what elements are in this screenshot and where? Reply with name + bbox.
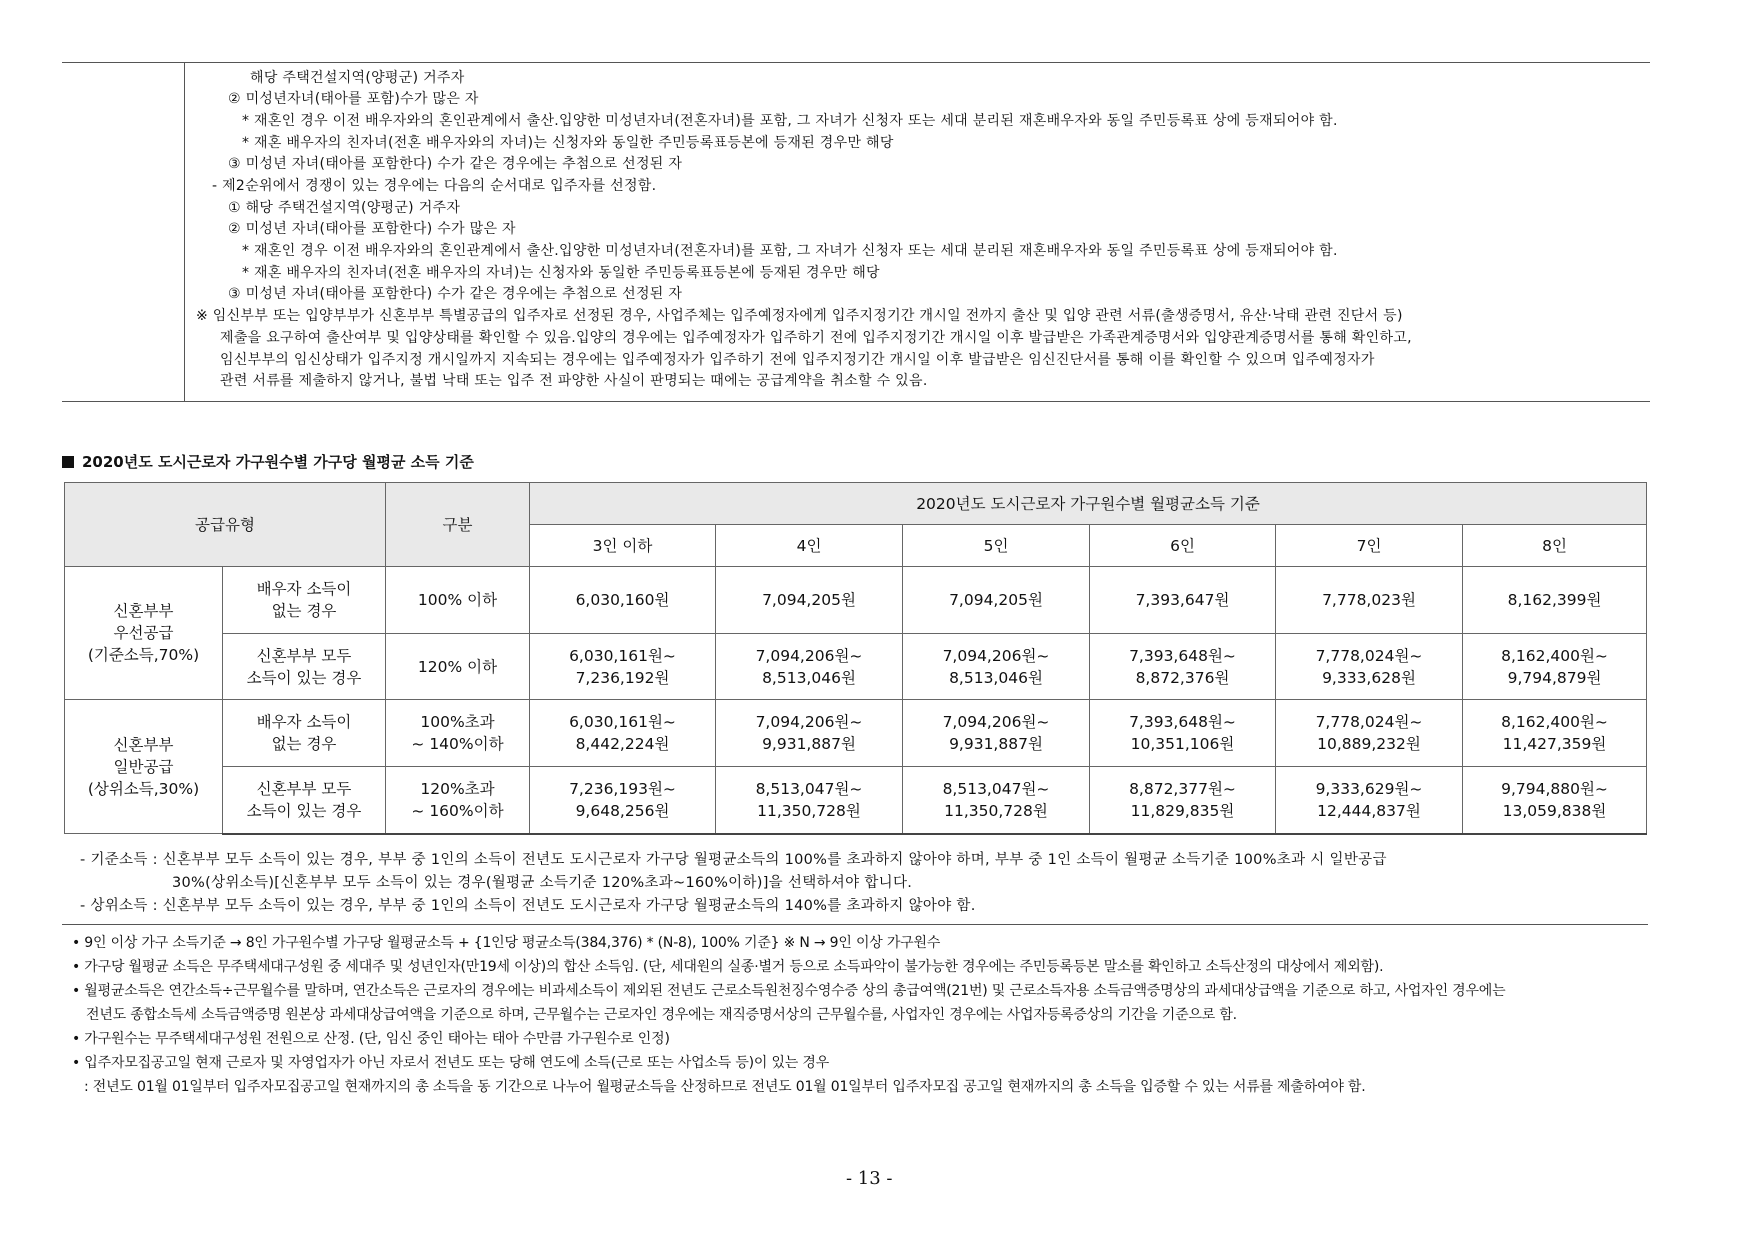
value-line: 7,778,023원 [1322, 591, 1416, 609]
table-row [65, 634, 1647, 700]
value-line: 10,351,106원 [1130, 735, 1235, 753]
case-label [223, 567, 386, 634]
group-label-line: 신혼부부 [113, 602, 174, 620]
value-line: 11,350,728원 [944, 801, 1048, 820]
header-household-size: 3인 이하 [530, 525, 716, 567]
value-line: 9,333,628원 [1322, 668, 1416, 687]
case-label-line: 없는 경우 [271, 735, 337, 753]
note-item: • 9인 이상 가구 소득기준 → 8인 가구원수별 가구당 월평균소득 + {1인당 평균소득(384,376) * (N-8), 100% 기준} ※ N → 9인 이상 가구원수 [72, 935, 941, 951]
ratio-cell [386, 634, 530, 700]
value-cell [530, 634, 716, 700]
header-category: 구분 [386, 483, 530, 567]
value-line: 7,393,647원 [1135, 591, 1230, 609]
note-line: ③ 미성년 자녀(태아를 포함한다) 수가 같은 경우에는 추첨으로 선정된 자 [228, 156, 683, 172]
value-cell [716, 767, 903, 834]
value-line: 7,778,024원~ [1315, 713, 1423, 731]
note-line: * 재혼인 경우 이전 배우자와의 혼인관계에서 출산.입양한 미성년자녀(전혼자녀)를 포함, 그 자녀가 신청자 또는 세대 분리된 재혼배우자와 동일 주민등록표 상에 등재되어야 함. [242, 243, 1338, 259]
income-standard-table [64, 482, 1647, 835]
note-line: 임신부부의 임신상태가 입주지정 개시일까지 지속되는 경우에는 입주예정자가 입주하기 전에 입주지정기간 개시일 이후 발급받은 임신진단서를 통해 이를 확인할 수 있으며 입주예정자가 [220, 352, 1375, 368]
value-line: 9,931,887원 [949, 735, 1043, 753]
value-cell [1463, 767, 1647, 834]
header-income-standard: 2020년도 도시근로자 가구원수별 월평균소득 기준 [530, 483, 1647, 525]
value-line: 8,162,399원 [1507, 591, 1602, 609]
header-supply-type: 공급유형 [65, 483, 386, 567]
section-title: 2020년도 도시근로자 가구원수별 가구당 월평균 소득 기준 [82, 453, 474, 471]
value-cell [530, 700, 716, 767]
case-label-line: 소득이 있는 경우 [246, 801, 362, 820]
value-line: 9,931,887원 [762, 735, 856, 753]
value-cell [716, 634, 903, 700]
note-item: • 월평균소득은 연간소득÷근무월수를 말하며, 연간소득은 근로자의 경우에는 비과세소득이 제외된 전년도 근로소득원천징수영수증 상의 총급여액(21번) 및 근로소득자용 소득금액증명상의 과세대상급액을 기준으로 하고, 사업자인 경우에는 [72, 983, 1506, 999]
case-label-line: 신혼부부 모두 [256, 646, 352, 665]
value-cell [1463, 634, 1647, 700]
ratio-line: ~ 140%이하 [411, 735, 504, 753]
note-line: 해당 주택건설지역(양평군) 거주자 [250, 70, 465, 86]
value-line: 8,513,047원~ [755, 779, 863, 798]
ratio-line: 100%초과 [420, 713, 495, 731]
value-line: 12,444,837원 [1317, 801, 1421, 820]
ratio-line: 120% 이하 [417, 657, 498, 676]
value-line: 7,778,024원~ [1315, 646, 1423, 665]
value-line: 8,872,377원~ [1129, 779, 1236, 798]
value-cell [1276, 634, 1463, 700]
value-cell [1276, 767, 1463, 834]
ratio-line: 120%초과 [420, 779, 495, 798]
note-item: • 가구당 월평균 소득은 무주택세대구성원 중 세대주 및 성년인자(만19세 이상)의 합산 소득임. (단, 세대원의 실종·별거 등으로 소득파악이 불가능한 경우에는 주민등록등본 말소를 확인하고 소득산정의 대상에서 제외함). [72, 959, 1384, 975]
value-line: 6,030,161원~ [569, 713, 676, 731]
note-line: * 재혼 배우자의 친자녀(전혼 배우자의 자녀)는 신청자와 동일한 주민등록표등본에 등재된 경우만 해당 [242, 265, 880, 281]
ratio-cell [386, 567, 530, 634]
group-label-line: (상위소득,30%) [87, 779, 200, 798]
value-line: 6,030,161원~ [569, 646, 676, 665]
ratio-cell [386, 767, 530, 834]
group-label [65, 567, 223, 700]
note-line: * 재혼 배우자의 친자녀(전혼 배우자와의 자녀)는 신청자와 동일한 주민등록표등본에 등재된 경우만 해당 [242, 135, 894, 151]
divider [62, 924, 1648, 925]
group-label-line: 신혼부부 [113, 735, 174, 754]
value-line: 8,872,376원 [1135, 668, 1230, 687]
ratio-line: ~ 160%이하 [411, 801, 504, 820]
footnote-line: - 상위소득 : 신혼부부 모두 소득이 있는 경우, 부부 중 1인의 소득이 전년도 도시근로자 가구당 월평균소득의 140%를 초과하지 않아야 함. [80, 898, 976, 914]
value-line: 13,059,838원 [1502, 801, 1607, 820]
value-cell [1090, 634, 1276, 700]
value-cell [716, 700, 903, 767]
value-cell [1090, 567, 1276, 634]
table-row [65, 567, 1647, 634]
value-line: 6,030,160원 [575, 591, 670, 609]
case-label [223, 700, 386, 767]
value-line: 9,794,880원~ [1501, 779, 1608, 798]
value-line: 8,513,047원~ [942, 779, 1050, 798]
case-label [223, 767, 386, 834]
section-heading [62, 451, 474, 472]
header-household-size: 5인 [903, 525, 1090, 567]
note-line: ② 미성년 자녀(태아를 포함한다) 수가 많은 자 [228, 221, 516, 237]
value-line: 7,094,205원 [762, 591, 856, 609]
value-line: 11,427,359원 [1502, 735, 1607, 753]
ratio-line: 100% 이하 [417, 591, 498, 609]
note-line: ② 미성년자녀(태아를 포함)수가 많은 자 [228, 91, 479, 107]
value-line: 7,236,192원 [575, 668, 670, 687]
value-line: 7,094,206원~ [942, 713, 1050, 731]
case-label-line: 배우자 소득이 [256, 713, 352, 731]
table-row [65, 700, 1647, 767]
note-line: - 제2순위에서 경쟁이 있는 경우에는 다음의 순서대로 입주자를 선정함. [212, 178, 657, 194]
value-line: 7,094,205원 [949, 591, 1043, 609]
value-cell [903, 767, 1090, 834]
case-label-line: 소득이 있는 경우 [246, 668, 362, 687]
note-line: ※ 임신부부 또는 입양부부가 신혼부부 특별공급의 입주자로 선정된 경우, 사업주체는 입주예정자에게 입주지정기간 개시일 전까지 출산 및 입양 관련 서류(출생증명서, 유산·낙태 관련 진단서 등) [196, 308, 1403, 324]
value-cell [1090, 700, 1276, 767]
value-line: 11,350,728원 [757, 801, 861, 820]
group-label-line: 일반공급 [113, 757, 174, 776]
group-label-line: (기준소득,70%) [87, 646, 200, 664]
value-line: 10,889,232원 [1317, 735, 1421, 753]
value-cell [530, 767, 716, 834]
value-line: 9,333,629원~ [1315, 779, 1423, 798]
note-line: ① 해당 주택건설지역(양평군) 거주자 [228, 200, 461, 216]
note-line: ③ 미성년 자녀(태아를 포함한다) 수가 같은 경우에는 추첨으로 선정된 자 [228, 286, 683, 302]
notes-box-left-cell [62, 63, 185, 401]
group-label-line: 우선공급 [113, 624, 174, 642]
value-cell [903, 700, 1090, 767]
value-line: 7,236,193원~ [569, 779, 676, 798]
note-line: 제출을 요구하여 출산여부 및 입양상태를 확인할 수 있음.입양의 경우에는 입주예정자가 입주하기 전에 입주지정기간 개시일 이후 발급받은 가족관계증명서와 입양관계증명서를 통해 확인하고, [220, 330, 1412, 346]
value-line: 7,094,206원~ [942, 646, 1050, 665]
footnote-line: 30%(상위소득)[신혼부부 모두 소득이 있는 경우(월평균 소득기준 120%초과~160%이하)]을 선택하셔야 합니다. [172, 875, 913, 891]
note-item: 전년도 종합소득세 소득금액증명 원본상 과세대상급여액을 기준으로 하며, 근무월수는 근로자인 경우에는 재직증명서상의 근무월수를, 사업자인 경우에는 사업자등록증상의 기간을 기준으로 함. [86, 1007, 1237, 1023]
value-line: 7,393,648원~ [1129, 646, 1236, 665]
ratio-cell [386, 700, 530, 767]
value-cell [1463, 567, 1647, 634]
group-label [65, 700, 223, 834]
value-line: 8,442,224원 [575, 735, 670, 753]
value-line: 9,794,879원 [1507, 668, 1602, 687]
value-line: 7,094,206원~ [755, 713, 863, 731]
value-cell [1276, 567, 1463, 634]
value-line: 7,393,648원~ [1129, 713, 1236, 731]
header-household-size: 7인 [1276, 525, 1463, 567]
footnote-line: - 기준소득 : 신혼부부 모두 소득이 있는 경우, 부부 중 1인의 소득이 전년도 도시근로자 가구당 월평균소득의 100%를 초과하지 않아야 하며, 부부 중 1인 소득이 월평균 소득기준 100%초과 시 일반공급 [80, 852, 1387, 868]
value-line: 7,094,206원~ [755, 646, 863, 665]
value-line: 8,513,046원 [762, 668, 856, 687]
value-line: 8,162,400원~ [1501, 646, 1608, 665]
note-line: 관련 서류를 제출하지 않거나, 불법 낙태 또는 입주 전 파양한 사실이 판명되는 때에는 공급계약을 취소할 수 있음. [220, 373, 928, 389]
value-cell [530, 567, 716, 634]
value-cell [1090, 767, 1276, 834]
header-household-size: 8인 [1463, 525, 1647, 567]
note-item: • 가구원수는 무주택세대구성원 전원으로 산정. (단, 임신 중인 태아는 태아 수만큼 가구원수로 인정) [72, 1031, 670, 1047]
value-cell [903, 567, 1090, 634]
value-cell [903, 634, 1090, 700]
value-line: 8,513,046원 [949, 668, 1043, 687]
case-label [223, 634, 386, 700]
case-label-line: 신혼부부 모두 [256, 779, 352, 798]
case-label-line: 없는 경우 [271, 602, 337, 620]
value-line: 8,162,400원~ [1501, 713, 1608, 731]
value-cell [1463, 700, 1647, 767]
value-line: 9,648,256원 [575, 801, 670, 820]
header-household-size: 4인 [716, 525, 903, 567]
note-line: * 재혼인 경우 이전 배우자와의 혼인관계에서 출산.입양한 미성년자녀(전혼자녀)를 포함, 그 자녀가 신청자 또는 세대 분리된 재혼배우자와 동일 주민등록표 상에 등재되어야 함. [242, 113, 1338, 129]
table-row [65, 767, 1647, 834]
value-cell [1276, 700, 1463, 767]
page-number: - 13 - [846, 1168, 893, 1189]
value-cell [716, 567, 903, 634]
square-bullet-icon [62, 456, 74, 468]
value-line: 11,829,835원 [1130, 801, 1235, 820]
case-label-line: 배우자 소득이 [256, 580, 352, 598]
header-household-size: 6인 [1090, 525, 1276, 567]
note-item: • 입주자모집공고일 현재 근로자 및 자영업자가 아닌 자로서 전년도 또는 당해 연도에 소득(근로 또는 사업소득 등)이 있는 경우 [72, 1055, 830, 1071]
note-item: : 전년도 01월 01일부터 입주자모집공고일 현재까지의 총 소득을 동 기간으로 나누어 월평균소득을 산정하므로 전년도 01월 01일부터 입주자모집 공고일 현재까지의 총 소득을 입증할 수 있는 서류를 제출하여야 함. [84, 1079, 1366, 1095]
